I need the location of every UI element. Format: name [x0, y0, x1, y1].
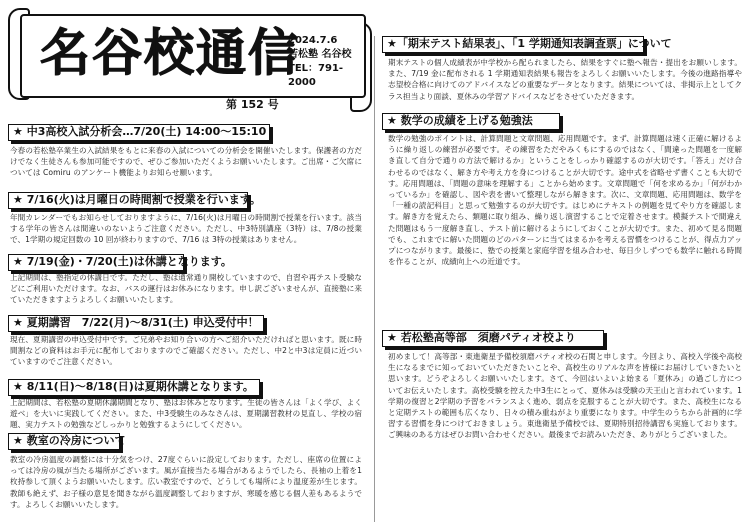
- section-title-air-conditioning: ★ 教室の冷房について: [8, 433, 120, 450]
- section-body-air-conditioning: 教室の冷房温度の調整には十分気をつけ、27度ぐらいに設定しております。ただし、座席の位置によっては冷房の風が当たる場所がございます。風が直接当たる場合があるようでしたら、長袖の上着を1枚持参して頂くようお願いいたします。広い教室ですので、どうしても場所により温度差が生じます。教師も絶えず、お子様の意見を聞きながら温度調整しておりますが、寒暖を感じる個人差もあるようです。よろしくお願いいたします。: [10, 455, 362, 509]
- section-title-math-study: ★ 数学の成績を上げる勉強法: [382, 113, 560, 130]
- school-name: 若松塾 名谷校: [288, 49, 352, 60]
- section-title-summer-course: ★ 夏期講習 7/22(月)～8/31(土) 申込受付中！: [8, 315, 264, 332]
- issue-number: 第 152 号: [226, 98, 279, 111]
- section-body-math-study: 数学の勉強のポイントは、計算問題と文章問題、応用問題です。まず、計算問題は速く正確に解けるように繰り返しの練習が必要です。その練習をただやみくもにするのではなく、「間違った問題を一度解き直して自分で通りの方法で解けるか」ということをしっかり確認するのが大切です。「答え」だけ合わせるのではなく、解き方や考え方を身につけることが大切です。途中式を省略せず書くことも大切です。応用問題は、「問題の意味を理解する」ことから始めます。文章問題で「何を求めるか」「何がわかっているか」を確認し、図や表を書いて整理しながら解きます。次に、文章問題、応用問題は、数学を「一種の読記科目」と思って勉強するのが大切です。はじめにテキストの例題を見てやり方を確認します。解き方を覚えたら、類題に取り組み、繰り返し演習することで定着させます。模擬テストで間違えた問題はもう一度解き直し、テスト前に解けるようにしておくことが大切です。また、初めて見る問題でも、これまでに解いた問題のどのパターンに当てはまるかを考える習慣をつけることが、得点力アップにつながります。最後に、塾での授業と家庭学習を組み合わせ、毎日少しずつでも数学に触れる時間を作ることが、成績向上への近道です。: [388, 134, 742, 267]
- column-divider: [374, 36, 375, 522]
- section-title-entrance-analysis: ★ 中3高校入試分析会…7/20(土) 14:00～15:10: [8, 124, 270, 141]
- section-body-summer-break: 上記期間は、若松塾の夏期休講期間となり、塾はお休みとなります。生徒の皆さんは「よく学び、よく遊べ」を大いに実践してください。また、中3受験生のみなさんは、夏期講習教材の見直し、学校の宿題、実力テストの勉強などしっかりと勉強するようにしてください。: [10, 398, 362, 430]
- section-title-holiday-closure: ★ 7/19(金)・7/20(土)は休講となります。: [8, 254, 184, 271]
- section-body-holiday-closure: 上記期間は、塾指定の休講日です。ただし、塾は通常通り開校していますので、自習や再テスト受験などにご利用いただけます。なお、バスの運行はお休みになります。申し訳ございませんが、直接塾に来ていただきますようよろしくお願いいたします。: [10, 273, 362, 305]
- section-body-test-results: 期末テストの個人成績表が中学校から配られましたら、結果をすぐに塾へ報告・提出をお願いします。また、7/19 金に配布される 1 学期通知表結果も報告をよろしくお願いいたします。今後の進路指導や志望校合格に向けてのアドバイスなどの重要なデータとなります。結果については、非掲示上としてクラス担当より面談、夏休みの学習アドバイスなどをさせていただきます。: [388, 58, 742, 101]
- section-body-high-school-division: 初めまして！高等部・東進衛星予備校須磨パティオ校の石関と申します。今回より、高校入学後や高校生になるまでに知っておいていただきたいことや、高校生のリアルな声を皆様にお届けしていきたいと思います。どうぞよろしくお願いいたします。さて、今回はいよいよ始まる「夏休み」の過ごし方についてお伝えいたします。高校受験を控えた中3生にとって、夏休みは受験の天王山と言われています。1学期の復習と2学期の予習をバランスよく進め、弱点を克服することが大切です。また、高校生になると定期テストの範囲も広くなり、日々の積み重ねがより重要になります。中学生のうちから計画的に学習する習慣を身につけておきましょう。東進衛星予備校では、夏期特別招待講習も実施しております。ご興味のある方はぜひお問い合わせください。最後までお読みいただき、ありがとうございました。: [388, 352, 742, 440]
- section-body-timetable-change: 年間カレンダーでもお知らせしておりますように、7/16(火)は月曜日の時間割で授業を行います。該当する学年の皆さんは間違いのないようご注意ください。ただし、中3特別講座（3特）は、7/8の授業で、1学期の規定回数の 10 回が終わりますので、7/16 は 3特の授業はありません。: [10, 213, 362, 245]
- phone-number: TEL：791-2000: [288, 63, 344, 88]
- section-body-summer-course: 現在、夏期講習の申込受付中です。ご兄弟やお知り合いの方へご紹介いただければと思います。既に時間割などの資料はお手元に配布しておりますのでご確認ください。ただし、中2と中3は定員に近づいていますのでご注意ください。: [10, 335, 362, 367]
- issue-date: 2024.7.6: [288, 35, 338, 46]
- section-title-test-results: ★「期末テスト結果表」、「1 学期通知表調査票」について: [382, 36, 644, 53]
- section-title-high-school-division: ★ 若松塾高等部 須磨パティオ校より: [382, 330, 604, 347]
- section-title-timetable-change: ★ 7/16(火)は月曜日の時間割で授業を行います。: [8, 192, 248, 209]
- header-info: [288, 34, 360, 90]
- section-body-entrance-analysis: 今春の若松塾卒業生の入試結果をもとに来春の入試についての分析会を開催いたします。保護者の方だけでなく生徒さんも参加可能ですので、ぜひご参加いただくようお願いいたします。ご出席・ご欠席については Comiru のアンケート機能よりお知らせ願います。: [10, 146, 362, 178]
- section-title-summer-break: ★ 8/11(日)～8/18(日)は夏期休講となります。: [8, 379, 260, 396]
- newsletter-title: 名谷校通信: [40, 24, 300, 82]
